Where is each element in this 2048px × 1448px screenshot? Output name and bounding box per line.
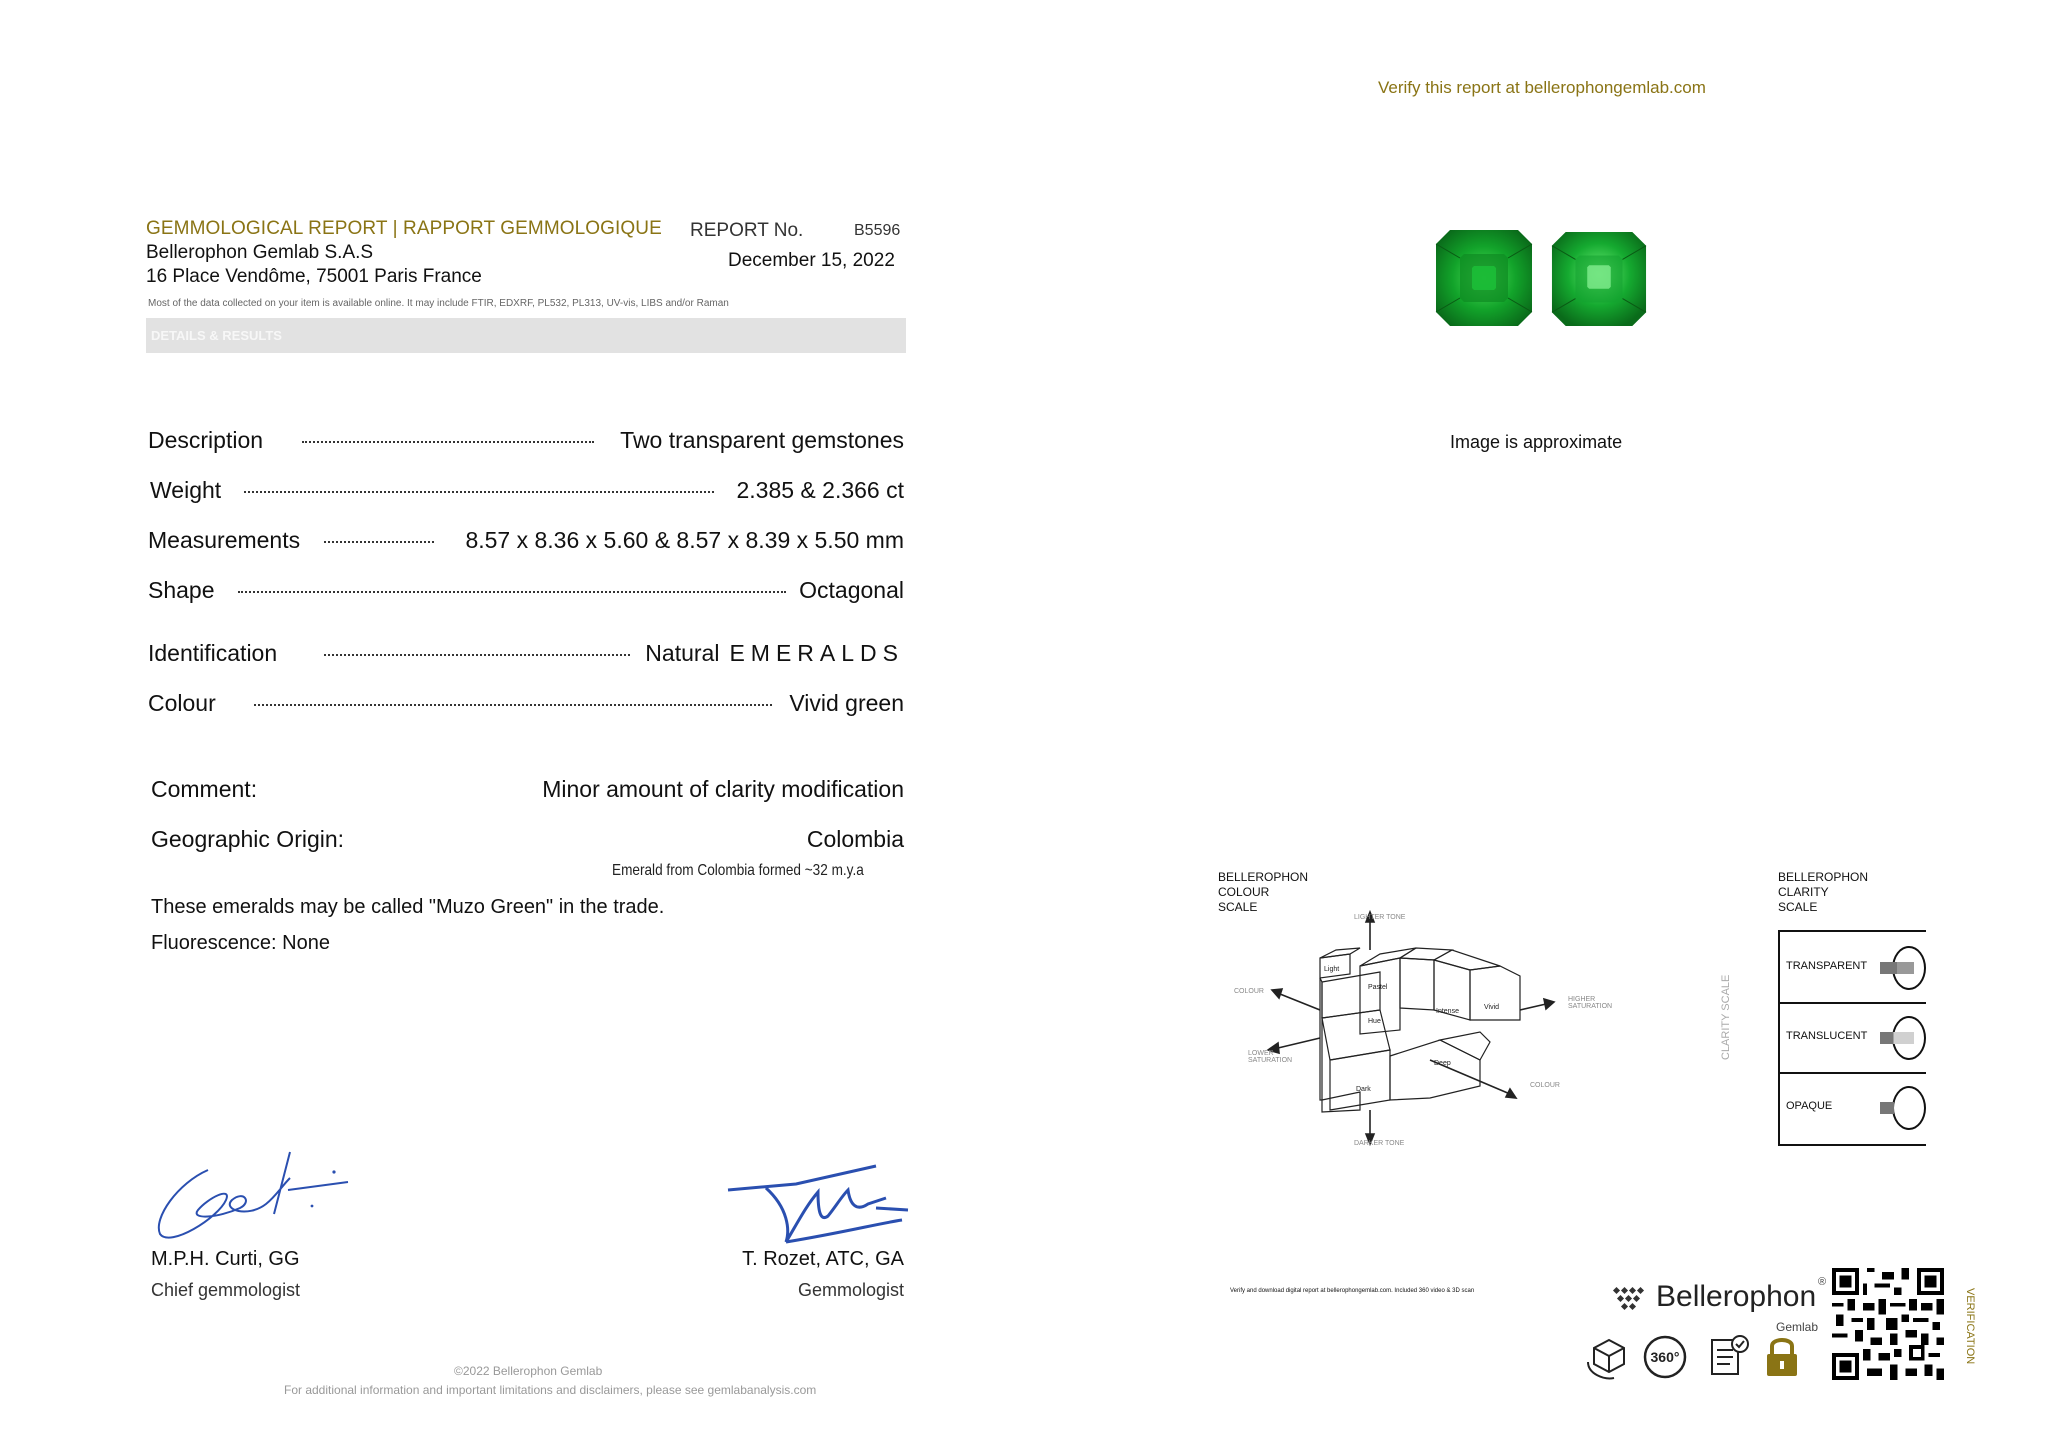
report-number-label: REPORT No. [690, 220, 804, 241]
signer-right-name: T. Rozet, ATC, GA [742, 1248, 904, 1270]
bellerophon-logo-icon [1610, 1284, 1650, 1314]
shape-row [148, 577, 904, 607]
clarity-translucent-label: TRANSLUCENT [1786, 1030, 1868, 1042]
clarity-bar [1880, 1102, 1894, 1114]
measurements-row [148, 527, 904, 557]
leader-dots [324, 654, 630, 656]
colour-left-label: COLOUR [1234, 988, 1264, 995]
clarity-scale-title-1: BELLEROPHON [1778, 870, 1869, 884]
lab-name: Bellerophon Gemlab S.A.S [146, 242, 374, 263]
brand-registered: ® [1818, 1276, 1827, 1288]
measurements-value: 8.57 x 8.36 x 5.60 & 8.57 x 8.39 x 5.50 mm [465, 527, 904, 553]
verify-link[interactable]: Verify this report at bellerophongemlab.com [1378, 78, 1706, 97]
origin-label: Geographic Origin: [151, 826, 345, 852]
higher-saturation-line-2: SATURATION [1568, 1003, 1613, 1010]
identification-row [148, 640, 904, 670]
shape-label: Shape [148, 577, 215, 603]
identification-natural: Natural [645, 640, 720, 666]
clarity-transparent [1780, 932, 1926, 1004]
lighter-tone-label: LIGHTER TONE [1354, 914, 1406, 921]
higher-saturation-label [1568, 996, 1612, 1010]
comment-value: Minor amount of clarity modification [542, 776, 904, 802]
description-row [148, 427, 904, 457]
signer-left-role: Chief gemmologist [151, 1280, 301, 1300]
colour-value: Vivid green [789, 690, 904, 716]
scale-light: Light [1324, 966, 1340, 973]
clarity-translucent [1780, 1002, 1926, 1074]
trade-note: These emeralds may be called "Muzo Green" in the trade. [151, 896, 665, 918]
identification-label: Identification [148, 640, 278, 666]
report-title: GEMMOLOGICAL REPORT | RAPPORT GEMMOLOGIQUE [146, 218, 662, 239]
data-note: Most of the data collected on your item is available online. It may include FTIR, EDXRF, PL532, PL313, UV-vis, LIBS and/or Raman [148, 298, 729, 309]
higher-saturation-line-1: HIGHER [1568, 996, 1596, 1003]
colour-row [148, 690, 904, 720]
leader-dots [244, 491, 714, 493]
qr-code[interactable] [1832, 1268, 1944, 1380]
scale-deep: Deep [1434, 1060, 1451, 1067]
lab-address: 16 Place Vendôme, 75001 Paris France [146, 266, 482, 287]
leader-dots [238, 591, 786, 593]
weight-label: Weight [150, 477, 222, 503]
leader-dots [302, 441, 594, 443]
clarity-scale-title [1778, 870, 1868, 915]
colour-scale-title-1: BELLEROPHON [1218, 870, 1309, 884]
scale-vivid: Vivid [1484, 1004, 1500, 1011]
verify-download-note: Verify and download digital report at bellerophongemlab.com. Included 360 video & 3D scan [1230, 1288, 1475, 1294]
signature-rozet [726, 1160, 910, 1246]
signer-left-name: M.P.H. Curti, GG [151, 1248, 300, 1270]
leader-dots [254, 704, 772, 706]
description-value: Two transparent gemstones [620, 427, 904, 453]
colour-scale-title [1218, 870, 1308, 915]
lock-icon [1762, 1334, 1802, 1380]
signer-right-role: Gemmologist [797, 1280, 904, 1300]
clarity-bar [1880, 962, 1914, 974]
origin-value: Colombia [806, 826, 904, 852]
scale-dark: Dark [1356, 1086, 1371, 1093]
scale-pastel: Pastel [1368, 984, 1388, 991]
leader-dots [324, 541, 434, 543]
clarity-axis-label: CLARITY SCALE [1720, 974, 1732, 1060]
identification-species: EMERALDS [729, 640, 904, 666]
report-date: December 15, 2022 [728, 250, 895, 271]
scale-intense: Intense [1436, 1008, 1459, 1015]
clarity-scale-title-3: SCALE [1778, 900, 1818, 914]
details-banner [146, 318, 906, 353]
360-video-icon[interactable] [1640, 1332, 1690, 1382]
clarity-opaque [1780, 1072, 1926, 1142]
lower-saturation-line-2: SATURATION [1248, 1057, 1293, 1064]
colour-label: Colour [148, 690, 216, 716]
scale-hue: Hue [1368, 1018, 1381, 1025]
origin-note: Emerald from Colombia formed ~32 m.y.a [612, 862, 864, 879]
disclaimer: For additional information and important limitations and disclaimers, please see gemlabanalysis.com [284, 1383, 817, 1397]
identification-value [645, 640, 904, 667]
clarity-scale-box [1778, 930, 1926, 1146]
fluorescence: Fluorescence: None [151, 932, 330, 954]
emerald-image-1 [1434, 228, 1534, 328]
lower-saturation-line-1: LOWER [1248, 1050, 1274, 1057]
weight-value: 2.385 & 2.366 ct [736, 477, 904, 503]
clarity-transparent-label: TRANSPARENT [1786, 960, 1868, 972]
colour-scale-diagram [1220, 910, 1590, 1150]
colour-right-label: COLOUR [1530, 1082, 1560, 1089]
shape-value: Octagonal [799, 577, 904, 603]
measurements-label: Measurements [148, 527, 301, 553]
signature-curti [148, 1148, 358, 1248]
clarity-scale-title-2: CLARITY [1778, 885, 1829, 899]
copyright: ©2022 Bellerophon Gemlab [454, 1364, 603, 1378]
description-label: Description [148, 427, 264, 453]
report-number: B5596 [854, 222, 901, 239]
clarity-circle [1892, 1086, 1926, 1130]
360-badge-text: 360° [1650, 1349, 1680, 1365]
darker-tone-label: DARKER TONE [1354, 1140, 1405, 1147]
comment-label: Comment: [151, 776, 258, 802]
clarity-bar [1880, 1032, 1914, 1044]
emerald-image-2 [1550, 230, 1648, 328]
brand-sub: Gemlab [1776, 1320, 1819, 1334]
colour-scale-title-3: SCALE [1218, 900, 1258, 914]
lower-saturation-label [1248, 1050, 1292, 1064]
weight-row [148, 477, 904, 507]
clarity-opaque-label: OPAQUE [1786, 1100, 1833, 1112]
details-banner-label: DETAILS & RESULTS [151, 328, 282, 343]
verification-label: VERIFICATION [1964, 1288, 1976, 1365]
image-caption: Image is approximate [1450, 432, 1623, 452]
3d-scan-icon[interactable] [1584, 1332, 1634, 1382]
colour-scale-title-2: COLOUR [1218, 885, 1270, 899]
brand-name: Bellerophon [1656, 1280, 1817, 1313]
digital-report-icon[interactable] [1706, 1332, 1752, 1382]
